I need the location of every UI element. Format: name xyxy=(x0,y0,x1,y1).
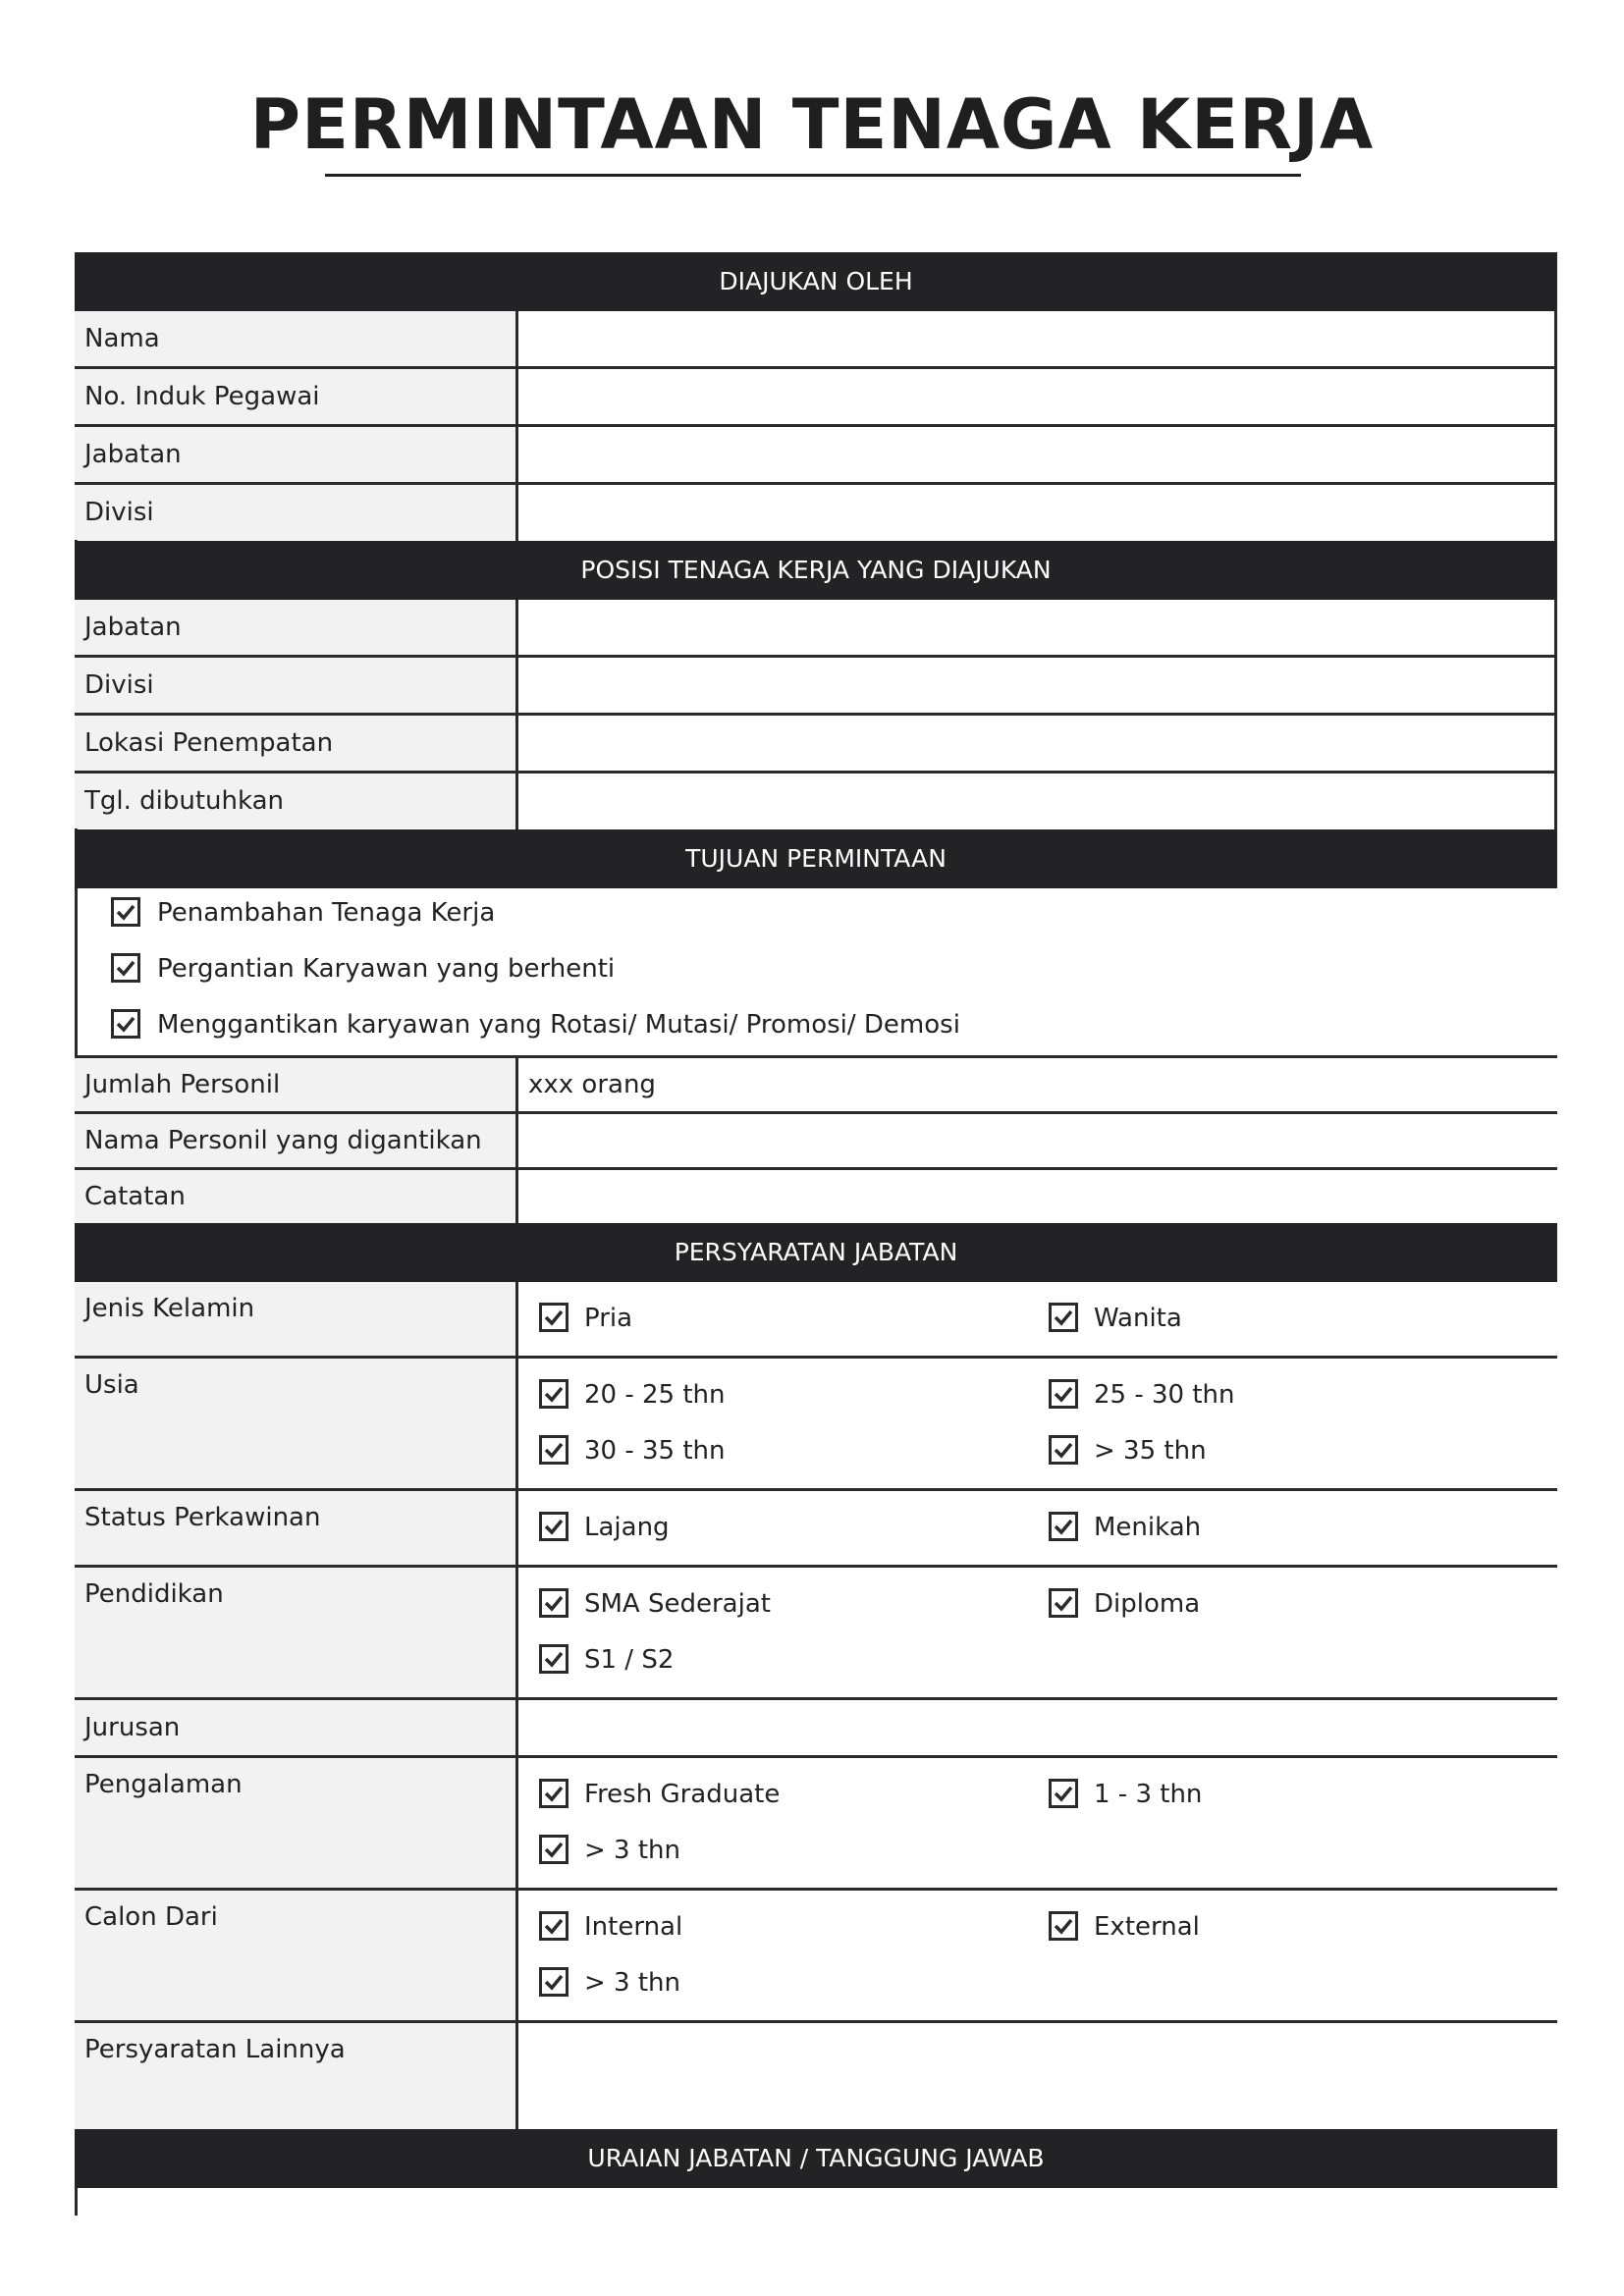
checkmark-icon xyxy=(1054,1518,1073,1535)
label-jumlah: Jumlah Personil xyxy=(75,1058,515,1111)
label-status: Status Perkawinan xyxy=(75,1491,515,1565)
label-jurusan: Jurusan xyxy=(75,1700,515,1755)
checkbox-pria[interactable] xyxy=(539,1303,568,1332)
checkbox-fresh-graduate[interactable] xyxy=(539,1779,568,1808)
section-header-persyaratan: PERSYARATAN JABATAN xyxy=(75,1223,1557,1282)
column-divider xyxy=(515,1282,518,2129)
checkmark-icon xyxy=(544,1841,564,1858)
checkbox-tujuan-3[interactable] xyxy=(111,1009,140,1039)
option-label: Diploma xyxy=(1094,1589,1201,1619)
checkmark-icon xyxy=(544,1385,564,1403)
checkmark-icon xyxy=(116,903,135,921)
input-persyaratan-lainnya[interactable] xyxy=(520,2023,1557,2129)
label-jabatan-pengaju: Jabatan xyxy=(75,427,515,482)
checkbox-internal[interactable] xyxy=(539,1911,568,1941)
option-label: Penambahan Tenaga Kerja xyxy=(157,898,496,928)
column-divider xyxy=(515,600,518,829)
column-divider xyxy=(515,311,518,541)
section-header-diajukan-oleh: DIAJUKAN OLEH xyxy=(75,252,1557,311)
checkbox-tujuan-1[interactable] xyxy=(111,897,140,927)
table-right-border xyxy=(1554,311,1557,541)
table-right-border xyxy=(1554,600,1557,829)
checkmark-icon xyxy=(544,1785,564,1802)
option-label: S1 / S2 xyxy=(584,1645,675,1675)
checkbox-sma[interactable] xyxy=(539,1588,568,1618)
input-nama[interactable] xyxy=(520,311,1557,366)
option-label: Fresh Graduate xyxy=(584,1780,781,1809)
option-label: Menikah xyxy=(1094,1513,1202,1542)
checkmark-icon xyxy=(1054,1594,1073,1612)
label-divisi-posisi: Divisi xyxy=(75,658,515,713)
option-label: Lajang xyxy=(584,1513,670,1542)
option-label: 25 - 30 thn xyxy=(1094,1380,1235,1410)
input-jurusan[interactable] xyxy=(520,1700,1557,1755)
input-jabatan-pengaju[interactable] xyxy=(520,427,1557,482)
label-nip: No. Induk Pegawai xyxy=(75,369,515,424)
label-lokasi: Lokasi Penempatan xyxy=(75,716,515,771)
input-tgl[interactable] xyxy=(520,774,1557,828)
label-jenis-kelamin: Jenis Kelamin xyxy=(75,1282,515,1356)
checkmark-icon xyxy=(116,959,135,977)
checkbox-usia-25-30[interactable] xyxy=(1049,1379,1078,1409)
page-title: PERMINTAAN TENAGA KERJA xyxy=(249,84,1375,165)
checkbox-calon-3-thn-plus[interactable] xyxy=(539,1967,568,1997)
checkbox-s1-s2[interactable] xyxy=(539,1644,568,1674)
label-nama-digantikan: Nama Personil yang digantikan xyxy=(75,1114,515,1167)
checkbox-menikah[interactable] xyxy=(1049,1512,1078,1541)
option-label: 1 - 3 thn xyxy=(1094,1780,1203,1809)
option-label: Pria xyxy=(584,1304,633,1333)
checkmark-icon xyxy=(1054,1385,1073,1403)
option-label: External xyxy=(1094,1912,1200,1942)
checkbox-usia-20-25[interactable] xyxy=(539,1379,568,1409)
input-jumlah[interactable]: xxx orang xyxy=(520,1058,1557,1111)
checkmark-icon xyxy=(544,1594,564,1612)
option-label: Pergantian Karyawan yang berhenti xyxy=(157,954,616,984)
title-underline xyxy=(325,174,1301,177)
checkbox-usia-30-35[interactable] xyxy=(539,1435,568,1465)
label-tgl: Tgl. dibutuhkan xyxy=(75,774,515,828)
checkbox-diploma[interactable] xyxy=(1049,1588,1078,1618)
option-label: > 3 thn xyxy=(584,1836,681,1865)
option-label: SMA Sederajat xyxy=(584,1589,771,1619)
label-catatan: Catatan xyxy=(75,1170,515,1223)
checkmark-icon xyxy=(544,1518,564,1535)
option-label: Menggantikan karyawan yang Rotasi/ Mutasi/ Promosi/ Demosi xyxy=(157,1010,960,1040)
section-header-posisi: POSISI TENAGA KERJA YANG DIAJUKAN xyxy=(75,541,1557,600)
checkmark-icon xyxy=(1054,1441,1073,1459)
checkmark-icon xyxy=(544,1650,564,1668)
input-divisi-posisi[interactable] xyxy=(520,658,1557,713)
label-usia: Usia xyxy=(75,1359,515,1488)
checkbox-tujuan-2[interactable] xyxy=(111,953,140,983)
section-header-uraian: URAIAN JABATAN / TANGGUNG JAWAB xyxy=(75,2129,1557,2188)
section-header-tujuan: TUJUAN PERMINTAAN xyxy=(75,829,1557,888)
input-catatan[interactable] xyxy=(520,1170,1557,1223)
label-pengalaman: Pengalaman xyxy=(75,1758,515,1888)
option-label: Wanita xyxy=(1094,1304,1182,1333)
label-nama: Nama xyxy=(75,311,515,366)
checkmark-icon xyxy=(1054,1308,1073,1326)
checkmark-icon xyxy=(544,1308,564,1326)
checkmark-icon xyxy=(544,1917,564,1935)
checkbox-3-thn-plus[interactable] xyxy=(539,1835,568,1864)
option-label: > 3 thn xyxy=(584,1968,681,1998)
option-label: 20 - 25 thn xyxy=(584,1380,726,1410)
checkbox-lajang[interactable] xyxy=(539,1512,568,1541)
label-calon-dari: Calon Dari xyxy=(75,1891,515,2020)
checkbox-1-3-thn[interactable] xyxy=(1049,1779,1078,1808)
option-label: Internal xyxy=(584,1912,683,1942)
checkmark-icon xyxy=(544,1441,564,1459)
column-divider xyxy=(515,1058,518,1223)
label-divisi-pengaju: Divisi xyxy=(75,485,515,540)
input-nip[interactable] xyxy=(520,369,1557,424)
checkbox-usia-35-plus[interactable] xyxy=(1049,1435,1078,1465)
label-jabatan-posisi: Jabatan xyxy=(75,600,515,655)
label-pendidikan: Pendidikan xyxy=(75,1568,515,1697)
input-lokasi[interactable] xyxy=(520,716,1557,771)
option-label: > 35 thn xyxy=(1094,1436,1207,1466)
label-persyaratan-lainnya: Persyaratan Lainnya xyxy=(75,2023,515,2129)
input-divisi-pengaju[interactable] xyxy=(520,485,1557,540)
input-nama-digantikan[interactable] xyxy=(520,1114,1557,1167)
checkbox-external[interactable] xyxy=(1049,1911,1078,1941)
checkmark-icon xyxy=(1054,1917,1073,1935)
checkmark-icon xyxy=(116,1015,135,1033)
checkbox-wanita[interactable] xyxy=(1049,1303,1078,1332)
checkmark-icon xyxy=(1054,1785,1073,1802)
checkmark-icon xyxy=(544,1973,564,1991)
option-label: 30 - 35 thn xyxy=(584,1436,726,1466)
input-jabatan-posisi[interactable] xyxy=(520,600,1557,655)
